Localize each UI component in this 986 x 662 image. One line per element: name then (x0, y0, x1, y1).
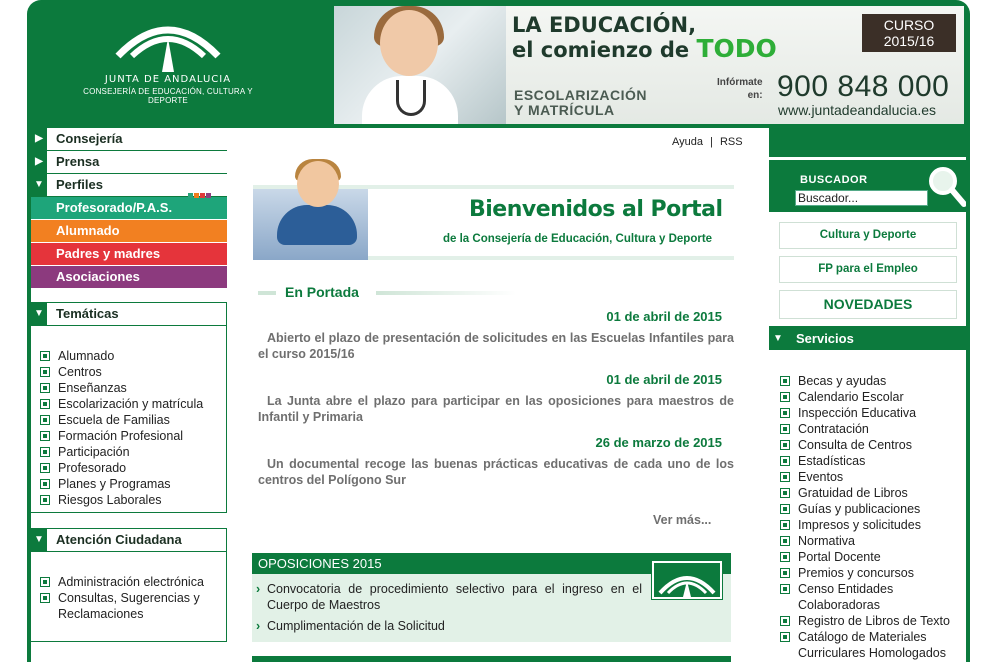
banner-headline: LA EDUCACIÓN, el comienzo de TODO (512, 13, 777, 63)
list-item[interactable]: Formación Profesional (40, 428, 226, 444)
list-item[interactable]: Censo Entidades Colaboradoras (780, 581, 966, 613)
bullet-square-icon (780, 488, 790, 498)
bullet-square-icon (40, 577, 50, 587)
buscador-panel (769, 128, 966, 212)
rss-link[interactable]: RSS (719, 136, 743, 148)
oposiciones-item[interactable]: › Convocatoria de procedimiento selectivo para el ingreso en el Cuerpo de Maestros (256, 582, 642, 612)
banner-url: www.juntadeandalucia.es (778, 102, 936, 118)
fp-empleo-button[interactable]: FP para el Empleo (779, 256, 957, 283)
novedades-button[interactable]: NOVEDADES (779, 290, 957, 319)
profile-asociaciones[interactable]: Asociaciones (31, 266, 227, 289)
bullet-square-icon (40, 351, 50, 361)
list-item[interactable]: Gratuidad de Libros (780, 485, 966, 501)
news-date: 01 de abril de 2015 (606, 372, 722, 387)
bullet-square-icon (780, 504, 790, 514)
bullet-square-icon (780, 616, 790, 626)
atencion-box (31, 528, 227, 642)
profile-profesorado[interactable]: Profesorado/P.A.S. (31, 197, 227, 220)
list-item[interactable]: Consulta de Centros (780, 437, 966, 453)
bullet-square-icon (780, 440, 790, 450)
bullet-square-icon (780, 376, 790, 386)
welcome-photo (253, 161, 368, 260)
list-item[interactable]: Estadísticas (780, 453, 966, 469)
atencion-header[interactable]: ▼ Atención Ciudadana (31, 529, 226, 552)
banner-phone: 900 848 000 (777, 70, 950, 103)
profile-alumnado[interactable]: Alumnado (31, 220, 227, 243)
nav-item-consejeria[interactable]: ▶ Consejería (31, 128, 227, 151)
list-item[interactable]: Escuela de Familias (40, 412, 226, 428)
news-date: 26 de marzo de 2015 (595, 435, 722, 450)
banner-photo (334, 6, 506, 124)
list-item[interactable]: Inspección Educativa (780, 405, 966, 421)
escolarizacion-banner[interactable] (334, 6, 964, 124)
bullet-square-icon (780, 392, 790, 402)
bullet-square-icon (780, 408, 790, 418)
oposiciones-box (252, 553, 731, 642)
bullet-square-icon (780, 552, 790, 562)
junta-arch-icon (112, 10, 224, 72)
list-item[interactable]: Administración electrónica (40, 574, 226, 590)
bullet-square-icon (40, 463, 50, 473)
list-item[interactable]: Guías y publicaciones (780, 501, 966, 517)
bullet-square-icon (780, 424, 790, 434)
servicios-list (769, 350, 966, 661)
ver-mas-link[interactable]: Ver más... (653, 513, 712, 527)
welcome-subtitle: de la Consejería de Educación, Cultura y Deporte (443, 233, 713, 245)
profile-padres-madres[interactable]: Padres y madres (31, 243, 227, 266)
bullet-square-icon (780, 584, 790, 594)
list-item[interactable]: Becas y ayudas (780, 373, 966, 389)
bullet-square-icon (40, 495, 50, 505)
logo-subtitle: CONSEJERÍA DE EDUCACIÓN, CULTURA Y DEPORTE (83, 87, 253, 105)
welcome-title: Bienvenidos al Portal (469, 197, 723, 222)
bullet-square-icon (780, 472, 790, 482)
chevron-right-icon: ▶ (31, 151, 47, 173)
tematicas-box (31, 302, 227, 513)
chevron-right-icon: ▶ (31, 128, 47, 150)
portada-title: En Portada (285, 284, 359, 300)
tematicas-list (31, 326, 226, 508)
list-item[interactable]: Riesgos Laborales (40, 492, 226, 508)
search-icon[interactable] (926, 164, 966, 208)
next-section-strip (252, 656, 731, 662)
list-item[interactable]: Contratación (780, 421, 966, 437)
news-item[interactable]: Un documental recoge las buenas prácticas educativas de cada uno de los centros del Polígono Sur (258, 457, 734, 487)
chevron-down-icon: ▼ (31, 174, 47, 196)
list-item[interactable]: Escolarización y matrícula (40, 396, 226, 412)
top-links: Ayuda | RSS (672, 136, 743, 148)
servicios-box (769, 326, 966, 662)
bullet-square-icon (40, 593, 50, 603)
news-item[interactable]: La Junta abre el plazo para participar en las oposiciones para maestros de Infantil y Primaria (258, 394, 734, 424)
list-item[interactable]: Alumnado (40, 348, 226, 364)
list-item[interactable]: Participación (40, 444, 226, 460)
junta-logo[interactable] (68, 10, 268, 120)
junta-small-logo-icon (652, 561, 722, 599)
list-item[interactable]: Consultas, Sugerencias y Reclamaciones (40, 590, 226, 622)
bullet-square-icon (780, 456, 790, 466)
bullet-square-icon (40, 415, 50, 425)
frame-right-border (966, 128, 970, 662)
chevron-down-icon: ▼ (31, 303, 47, 325)
welcome-banner (253, 185, 734, 260)
atencion-list (31, 552, 226, 622)
bullet-square-icon (40, 367, 50, 377)
list-item[interactable]: Portal Docente (780, 549, 966, 565)
news-item[interactable]: Abierto el plazo de presentación de solicitudes en las Escuelas Infantiles para el curso 2015/16 (258, 331, 734, 361)
list-item[interactable]: Normativa (780, 533, 966, 549)
servicios-header[interactable]: ▼ Servicios (769, 327, 966, 350)
tematicas-header[interactable]: ▼ Temáticas (31, 303, 226, 326)
chevron-right-icon: › (256, 582, 261, 596)
bullet-square-icon (780, 568, 790, 578)
news-date: 01 de abril de 2015 (606, 309, 722, 324)
list-item[interactable]: Premios y concursos (780, 565, 966, 581)
left-nav (31, 128, 227, 289)
oposiciones-item[interactable]: › Cumplimentación de la Solicitud (256, 619, 445, 633)
bullet-square-icon (40, 383, 50, 393)
nav-item-prensa[interactable]: ▶ Prensa (31, 151, 227, 174)
bullet-square-icon (780, 632, 790, 642)
list-item[interactable]: Eventos (780, 469, 966, 485)
list-item[interactable]: Centros (40, 364, 226, 380)
curso-badge: CURSO 2015/16 (862, 14, 956, 52)
bullet-square-icon (40, 399, 50, 409)
bullet-square-icon (780, 536, 790, 546)
list-item[interactable]: Calendario Escolar (780, 389, 966, 405)
bullet-square-icon (40, 431, 50, 441)
banner-informate: Infórmate en: (717, 77, 763, 101)
search-input[interactable]: Buscador... (795, 190, 928, 206)
list-item[interactable]: Catálogo de Materiales Curriculares Homologados (780, 629, 966, 661)
logo-title: JUNTA DE ANDALUCIA (104, 74, 232, 85)
bullet-square-icon (40, 447, 50, 457)
bullet-square-icon (40, 479, 50, 489)
oposiciones-title: OPOSICIONES 2015 (252, 553, 731, 574)
list-item[interactable]: Planes y Programas (40, 476, 226, 492)
chevron-down-icon: ▼ (773, 333, 783, 344)
buscador-label: BUSCADOR (800, 174, 868, 186)
cultura-deporte-button[interactable]: Cultura y Deporte (779, 222, 957, 249)
list-item[interactable]: Enseñanzas (40, 380, 226, 396)
list-item[interactable]: Impresos y solicitudes (780, 517, 966, 533)
list-item[interactable]: Profesorado (40, 460, 226, 476)
ayuda-link[interactable]: Ayuda (672, 136, 703, 148)
list-item[interactable]: Registro de Libros de Texto (780, 613, 966, 629)
portada-header (258, 282, 734, 302)
chevron-down-icon: ▼ (31, 529, 47, 551)
nav-item-perfiles[interactable]: ▼ Perfiles (31, 174, 227, 197)
banner-escolarizacion: ESCOLARIZACIÓN Y MATRÍCULA (514, 87, 647, 118)
chevron-right-icon: › (256, 619, 261, 633)
bullet-square-icon (780, 520, 790, 530)
perfiles-color-squares (187, 183, 211, 205)
